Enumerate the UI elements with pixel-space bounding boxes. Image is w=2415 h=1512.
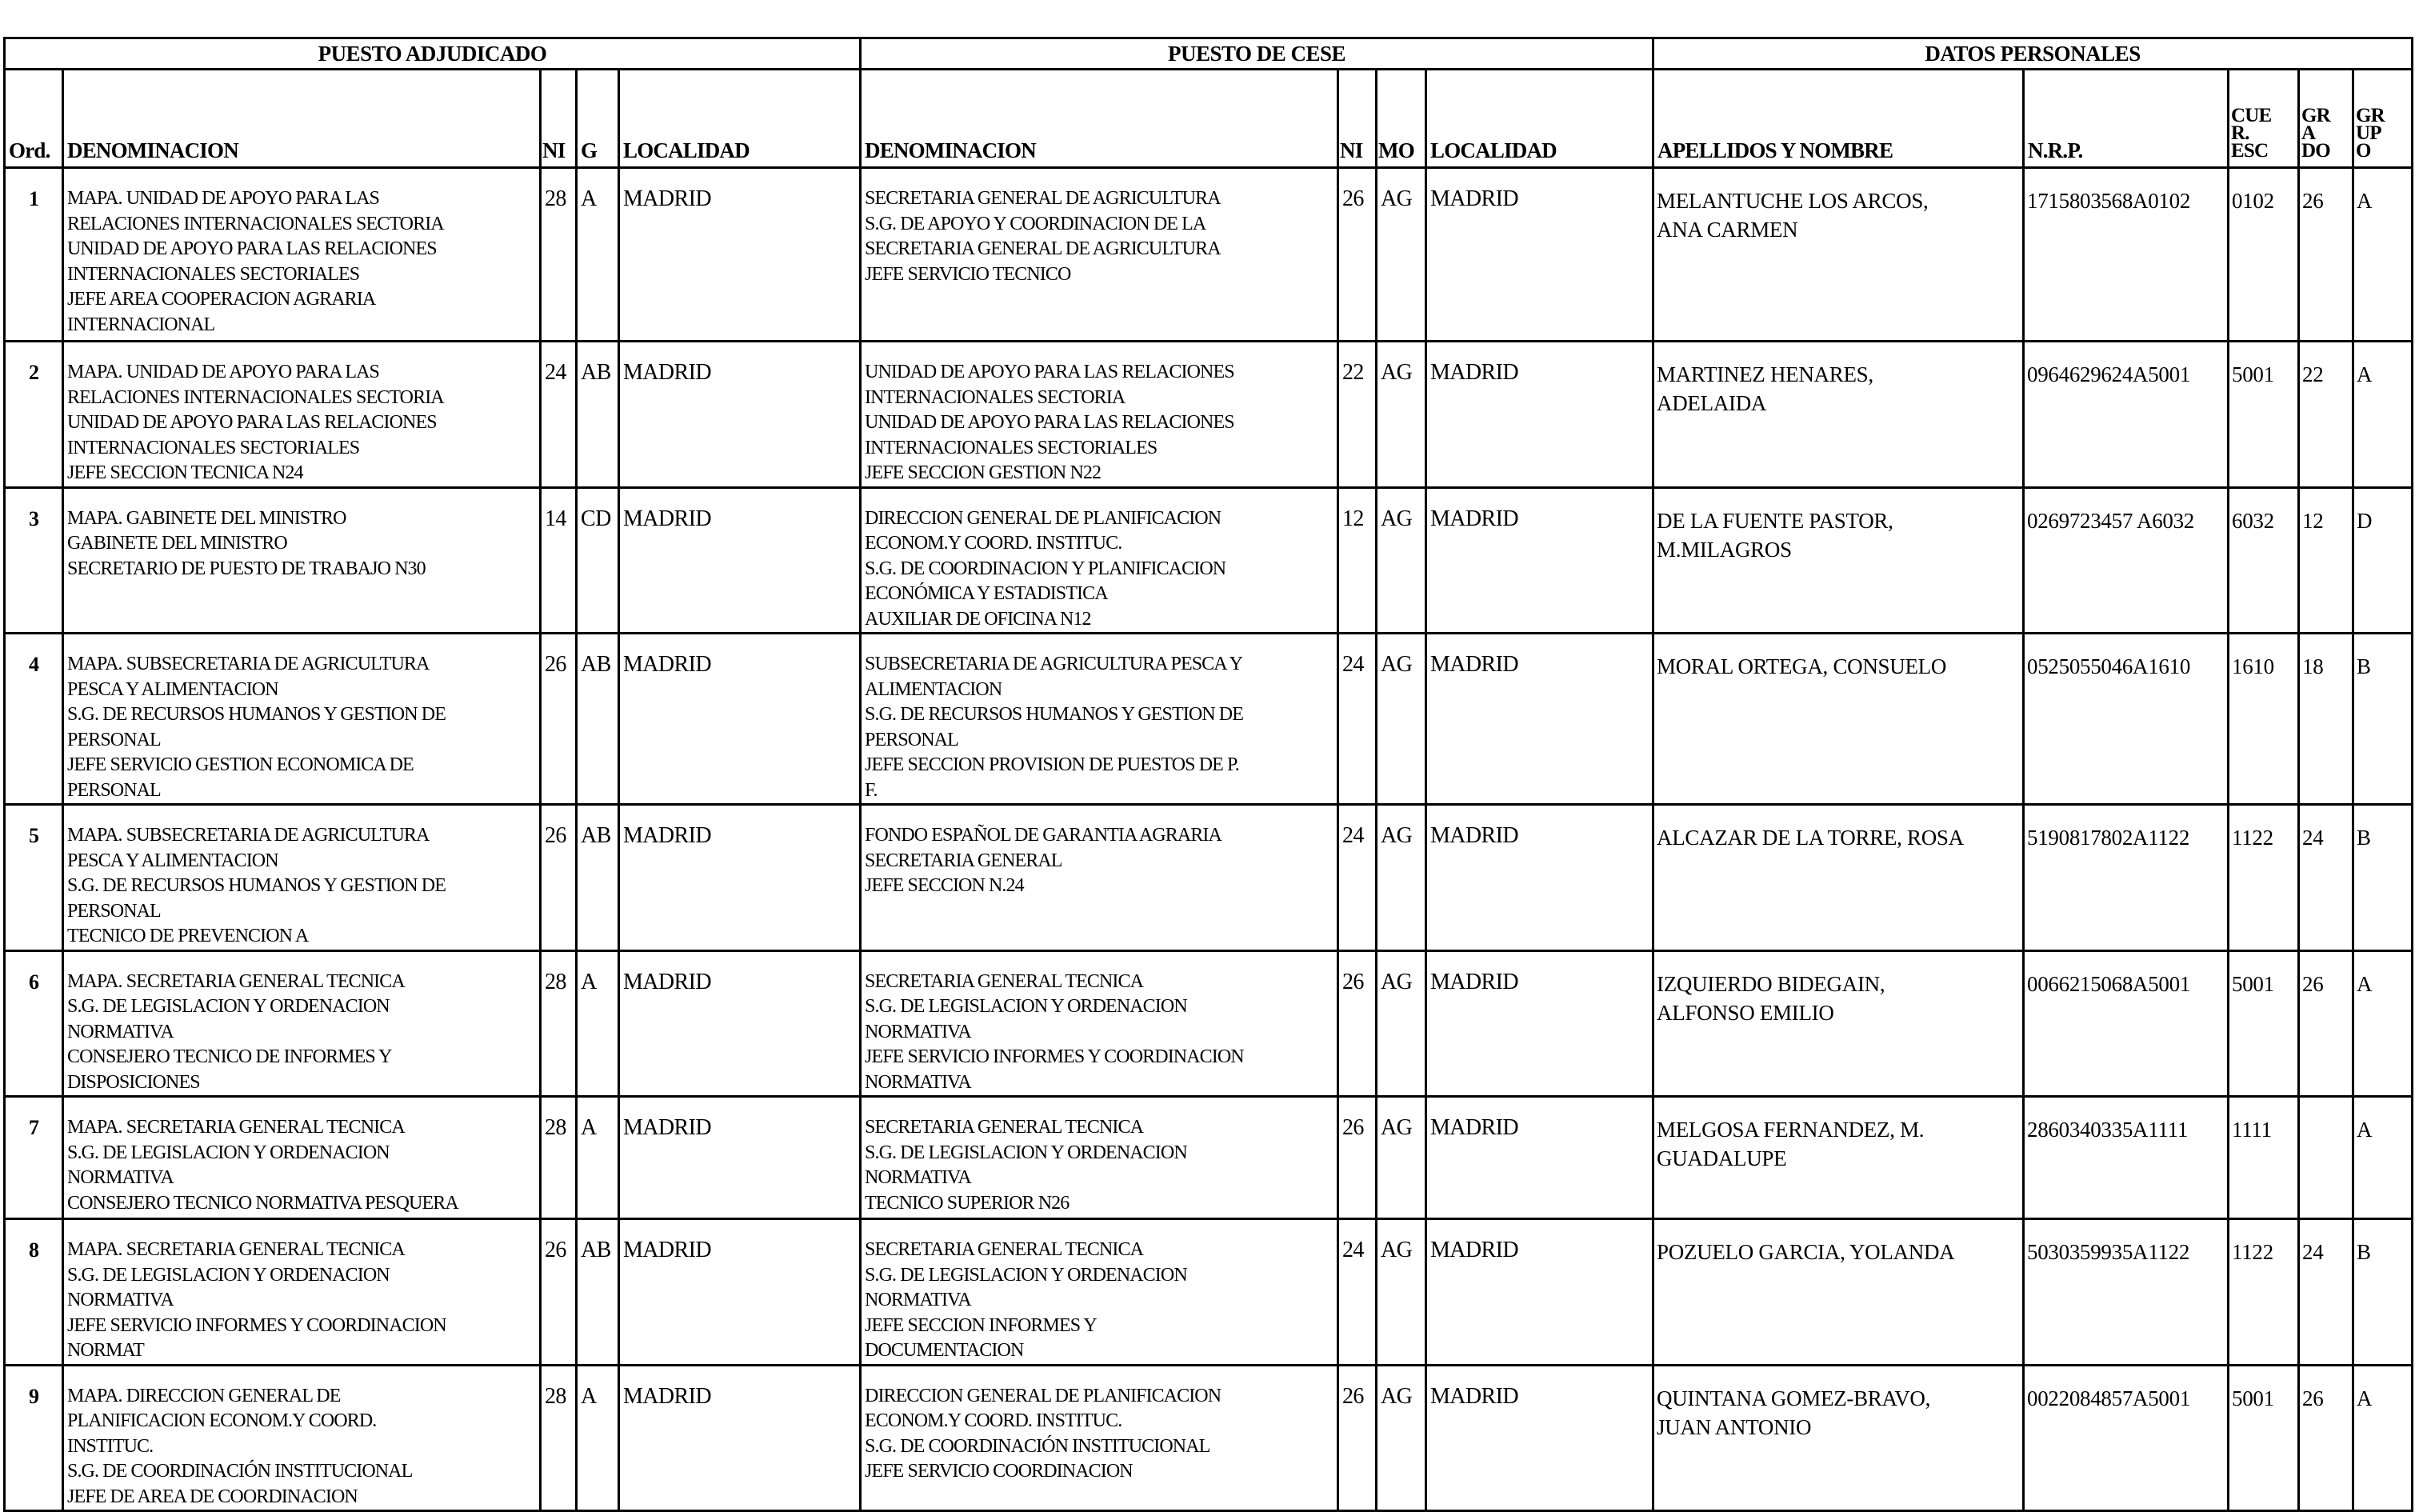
- adj-ni-cell: 26: [541, 634, 577, 805]
- grado-cell: 24: [2299, 805, 2353, 951]
- cese-ni-cell: 24: [1338, 805, 1377, 951]
- col-grado-line: DO: [2301, 140, 2330, 162]
- col-grado: [2299, 70, 2353, 168]
- adj-denominacion-cell-line: S.G. DE LEGISLACION Y ORDENACION: [67, 1142, 390, 1163]
- adj-denominacion-cell-line: DISPOSICIONES: [67, 1071, 200, 1093]
- grado-cell: 12: [2299, 487, 2353, 634]
- nrp-cell: 0964629624A5001: [2024, 342, 2229, 488]
- grupo-cell: A: [2353, 1097, 2413, 1219]
- cese-denominacion-cell-line: INTERNACIONALES SECTORIA: [865, 386, 1126, 408]
- adj-denominacion-cell-line: MAPA. GABINETE DEL MINISTRO: [67, 507, 346, 529]
- cese-mo-cell: AG: [1377, 168, 1426, 342]
- apellidos-nombre-cell-line: GUADALUPE: [1657, 1146, 1787, 1170]
- adj-ni-cell: 26: [541, 1219, 577, 1366]
- grado-cell: 26: [2299, 950, 2353, 1097]
- cese-denominacion-cell-line: SECRETARIA GENERAL DE AGRICULTURA: [865, 188, 1221, 209]
- adj-localidad-cell: MADRID: [619, 634, 861, 805]
- adj-denominacion-cell: [63, 1365, 541, 1511]
- cese-denominacion-cell-line: NORMATIVA: [865, 1167, 971, 1188]
- adj-denominacion-cell-line: JEFE DE AREA DE COORDINACION: [67, 1486, 358, 1507]
- adj-denominacion-cell: [63, 342, 541, 488]
- table-row: [5, 950, 2413, 1097]
- adj-denominacion-cell-line: INTERNACIONALES SECTORIALES: [67, 437, 360, 458]
- table-row: [5, 1365, 2413, 1511]
- cuerpo-cell: 1122: [2229, 805, 2299, 951]
- col-cuerpo-line: ESC: [2231, 140, 2269, 162]
- apellidos-nombre-cell-line: MELGOSA FERNANDEZ, M.: [1657, 1118, 1925, 1142]
- nrp-cell: 0022084857A5001: [2024, 1365, 2229, 1511]
- cese-denominacion-cell-line: SUBSECRETARIA DE AGRICULTURA PESCA Y: [865, 654, 1243, 674]
- col-grado-line: A: [2301, 122, 2316, 144]
- adj-localidad-cell: MADRID: [619, 1219, 861, 1366]
- adj-denominacion-cell-line: PERSONAL: [67, 729, 161, 750]
- cese-denominacion-cell: [861, 487, 1338, 634]
- grupo-cell: B: [2353, 634, 2413, 805]
- cese-denominacion-cell-line: JEFE SECCION INFORMES Y: [865, 1314, 1097, 1336]
- adj-denominacion-cell-line: S.G. DE RECURSOS HUMANOS Y GESTION DE: [67, 875, 446, 896]
- nrp-cell: 1715803568A0102: [2024, 168, 2229, 342]
- adj-localidad-cell: MADRID: [619, 168, 861, 342]
- adj-denominacion-cell-line: PLANIFICACION ECONOM.Y COORD.: [67, 1410, 377, 1431]
- cese-denominacion-cell-line: S.G. DE COORDINACIÓN INSTITUCIONAL: [865, 1435, 1210, 1457]
- cese-denominacion-cell-line: PERSONAL: [865, 729, 958, 750]
- cese-localidad-cell: MADRID: [1426, 1365, 1653, 1511]
- cese-denominacion-cell: [861, 342, 1338, 488]
- cese-denominacion-cell-line: JEFE SERVICIO TECNICO: [865, 263, 1071, 285]
- cese-denominacion-cell: [861, 1365, 1338, 1511]
- apellidos-nombre-cell: [1653, 168, 2024, 342]
- adj-denominacion-cell-line: INTERNACIONALES SECTORIALES: [67, 263, 360, 285]
- apellidos-nombre-cell-line: ALCAZAR DE LA TORRE, ROSA: [1657, 826, 1964, 850]
- adj-denominacion-cell-line: MAPA. SUBSECRETARIA DE AGRICULTURA: [67, 654, 430, 674]
- nrp-cell: 2860340335A1111: [2024, 1097, 2229, 1219]
- cese-localidad-cell: MADRID: [1426, 487, 1653, 634]
- apellidos-nombre-cell-line: DE LA FUENTE PASTOR,: [1657, 508, 1893, 533]
- cese-localidad-cell: MADRID: [1426, 1219, 1653, 1366]
- col-adj-g: G: [577, 70, 619, 168]
- grupo-cell: D: [2353, 487, 2413, 634]
- adjudicacion-table: [3, 37, 2413, 1512]
- adj-denominacion-cell-line: MAPA. UNIDAD DE APOYO PARA LAS: [67, 188, 379, 209]
- ord-cell: 7: [5, 1097, 63, 1219]
- col-ord: Ord.: [5, 70, 63, 168]
- cese-denominacion-cell-line: ALIMENTACION: [865, 678, 1002, 700]
- adj-denominacion-cell: [63, 168, 541, 342]
- cese-denominacion-cell-line: S.G. DE COORDINACION Y PLANIFICACION: [865, 558, 1226, 579]
- cese-denominacion-cell-line: S.G. DE LEGISLACION Y ORDENACION: [865, 996, 1187, 1017]
- apellidos-nombre-cell-line: ALFONSO EMILIO: [1657, 1000, 1834, 1025]
- adj-denominacion-cell-line: GABINETE DEL MINISTRO: [67, 533, 287, 554]
- adj-ni-cell: 28: [541, 950, 577, 1097]
- adj-denominacion-cell: [63, 1219, 541, 1366]
- col-cese-mo: MO: [1377, 70, 1426, 168]
- adj-g-cell: A: [577, 1097, 619, 1219]
- cese-denominacion-cell-line: DIRECCION GENERAL DE PLANIFICACION: [865, 1385, 1221, 1406]
- adj-denominacion-cell-line: S.G. DE COORDINACIÓN INSTITUCIONAL: [67, 1461, 413, 1482]
- adj-g-cell: A: [577, 168, 619, 342]
- cese-denominacion-cell-line: UNIDAD DE APOYO PARA LAS RELACIONES: [865, 412, 1234, 433]
- adj-g-cell: CD: [577, 487, 619, 634]
- grupo-cell: A: [2353, 342, 2413, 488]
- cese-mo-cell: AG: [1377, 342, 1426, 488]
- adj-denominacion-cell-line: MAPA. UNIDAD DE APOYO PARA LAS: [67, 362, 379, 382]
- table-row: [5, 168, 2413, 342]
- group-header-cese: PUESTO DE CESE: [861, 38, 1653, 70]
- col-cuerpo-line: CUE: [2231, 105, 2272, 126]
- adj-denominacion-cell-line: S.G. DE RECURSOS HUMANOS Y GESTION DE: [67, 704, 446, 725]
- cese-denominacion-cell: [861, 950, 1338, 1097]
- nrp-cell: 5190817802A1122: [2024, 805, 2229, 951]
- adj-denominacion-cell-line: JEFE SERVICIO INFORMES Y COORDINACION: [67, 1314, 446, 1336]
- adj-ni-cell: 28: [541, 168, 577, 342]
- cese-denominacion-cell-line: NORMATIVA: [865, 1071, 971, 1093]
- cese-denominacion-cell-line: F.: [865, 779, 878, 801]
- adj-denominacion-cell-line: MAPA. SUBSECRETARIA DE AGRICULTURA: [67, 825, 430, 846]
- adj-localidad-cell: MADRID: [619, 805, 861, 951]
- adj-denominacion-cell-line: UNIDAD DE APOYO PARA LAS RELACIONES: [67, 412, 437, 433]
- apellidos-nombre-cell-line: IZQUIERDO BIDEGAIN,: [1657, 971, 1885, 996]
- adj-denominacion-cell-line: JEFE SERVICIO GESTION ECONOMICA DE: [67, 754, 414, 775]
- cese-denominacion-cell-line: SECRETARIA GENERAL TECNICA: [865, 970, 1144, 992]
- adj-denominacion-cell-line: NORMAT: [67, 1340, 144, 1361]
- cese-mo-cell: AG: [1377, 1365, 1426, 1511]
- cuerpo-cell: 6032: [2229, 487, 2299, 634]
- cese-denominacion-cell-line: JEFE SECCION N.24: [865, 875, 1024, 896]
- group-header-adjudicado: PUESTO ADJUDICADO: [5, 38, 861, 70]
- cese-denominacion-cell-line: DIRECCION GENERAL DE PLANIFICACION: [865, 507, 1221, 529]
- apellidos-nombre-cell: [1653, 634, 2024, 805]
- adj-g-cell: A: [577, 1365, 619, 1511]
- adj-denominacion-cell-line: TECNICO DE PREVENCION A: [67, 926, 309, 946]
- cese-ni-cell: 24: [1338, 634, 1377, 805]
- cuerpo-cell: 5001: [2229, 1365, 2299, 1511]
- cese-ni-cell: 26: [1338, 168, 1377, 342]
- adj-ni-cell: 24: [541, 342, 577, 488]
- col-apellidos-nombre: APELLIDOS Y NOMBRE: [1653, 70, 2024, 168]
- cese-denominacion-cell-line: SECRETARIA GENERAL TECNICA: [865, 1117, 1144, 1138]
- adj-denominacion-cell: [63, 634, 541, 805]
- cese-localidad-cell: MADRID: [1426, 634, 1653, 805]
- adj-g-cell: AB: [577, 1219, 619, 1366]
- apellidos-nombre-cell-line: M.MILAGROS: [1657, 537, 1792, 562]
- grupo-cell: B: [2353, 1219, 2413, 1366]
- cese-denominacion-cell-line: JEFE SECCION PROVISION DE PUESTOS DE P.: [865, 754, 1239, 775]
- cese-denominacion-cell-line: TECNICO SUPERIOR N26: [865, 1192, 1070, 1214]
- adj-denominacion-cell-line: CONSEJERO TECNICO NORMATIVA PESQUERA: [67, 1192, 458, 1214]
- adj-denominacion-cell-line: RELACIONES INTERNACIONALES SECTORIA: [67, 386, 444, 408]
- apellidos-nombre-cell: [1653, 487, 2024, 634]
- adj-localidad-cell: MADRID: [619, 950, 861, 1097]
- col-grupo: [2353, 70, 2413, 168]
- cuerpo-cell: 1610: [2229, 634, 2299, 805]
- cese-denominacion-cell-line: SECRETARIA GENERAL DE AGRICULTURA: [865, 238, 1221, 259]
- table-row: [5, 1219, 2413, 1366]
- ord-cell: 3: [5, 487, 63, 634]
- adj-ni-cell: 28: [541, 1097, 577, 1219]
- apellidos-nombre-cell: [1653, 1219, 2024, 1366]
- nrp-cell: 0066215068A5001: [2024, 950, 2229, 1097]
- cese-denominacion-cell-line: ECONÓMICA Y ESTADISTICA: [865, 583, 1108, 604]
- col-cese-denominacion: DENOMINACION: [861, 70, 1338, 168]
- ord-cell: 4: [5, 634, 63, 805]
- grupo-cell: A: [2353, 950, 2413, 1097]
- cese-denominacion-cell-line: JEFE SERVICIO COORDINACION: [865, 1461, 1133, 1482]
- cese-ni-cell: 12: [1338, 487, 1377, 634]
- adj-denominacion-cell-line: MAPA. SECRETARIA GENERAL TECNICA: [67, 970, 405, 992]
- cese-localidad-cell: MADRID: [1426, 805, 1653, 951]
- adj-denominacion-cell-line: INSTITUC.: [67, 1435, 154, 1457]
- adj-denominacion-cell-line: SECRETARIO DE PUESTO DE TRABAJO N30: [67, 558, 426, 579]
- group-header-row: [5, 38, 2413, 70]
- col-adj-denominacion: DENOMINACION: [63, 70, 541, 168]
- grado-cell: 24: [2299, 1219, 2353, 1366]
- cese-denominacion-cell-line: JEFE SECCION GESTION N22: [865, 462, 1102, 483]
- adj-denominacion-cell-line: NORMATIVA: [67, 1021, 174, 1042]
- adj-localidad-cell: MADRID: [619, 1365, 861, 1511]
- cuerpo-cell: 0102: [2229, 168, 2299, 342]
- cese-denominacion-cell-line: SECRETARIA GENERAL: [865, 850, 1062, 871]
- apellidos-nombre-cell-line: MORAL ORTEGA, CONSUELO: [1657, 654, 1947, 678]
- cese-mo-cell: AG: [1377, 950, 1426, 1097]
- cese-denominacion-cell-line: ECONOM.Y COORD. INSTITUC.: [865, 533, 1122, 554]
- ord-cell: 5: [5, 805, 63, 951]
- col-cuerpo: [2229, 70, 2299, 168]
- cese-localidad-cell: MADRID: [1426, 1097, 1653, 1219]
- cese-mo-cell: AG: [1377, 1219, 1426, 1366]
- cese-denominacion-cell-line: S.G. DE LEGISLACION Y ORDENACION: [865, 1264, 1187, 1286]
- cese-denominacion-cell-line: S.G. DE LEGISLACION Y ORDENACION: [865, 1142, 1187, 1163]
- cese-denominacion-cell-line: ECONOM.Y COORD. INSTITUC.: [865, 1410, 1122, 1431]
- adj-denominacion-cell: [63, 805, 541, 951]
- col-adj-localidad: LOCALIDAD: [619, 70, 861, 168]
- cese-ni-cell: 22: [1338, 342, 1377, 488]
- cese-denominacion-cell-line: JEFE SERVICIO INFORMES Y COORDINACION: [865, 1046, 1244, 1067]
- adj-ni-cell: 28: [541, 1365, 577, 1511]
- col-grupo-line: GR: [2356, 105, 2385, 126]
- cuerpo-cell: 5001: [2229, 950, 2299, 1097]
- col-cese-ni: NI: [1338, 70, 1377, 168]
- apellidos-nombre-cell: [1653, 950, 2024, 1097]
- cese-denominacion-cell-line: S.G. DE RECURSOS HUMANOS Y GESTION DE: [865, 704, 1243, 725]
- cese-denominacion-cell-line: SECRETARIA GENERAL TECNICA: [865, 1239, 1144, 1260]
- group-header-personales: DATOS PERSONALES: [1653, 38, 2413, 70]
- cese-denominacion-cell: [861, 1219, 1338, 1366]
- col-grupo-line: O: [2356, 140, 2371, 162]
- table-row: [5, 805, 2413, 951]
- col-grado-line: GR: [2301, 105, 2330, 126]
- grupo-cell: B: [2353, 805, 2413, 951]
- ord-cell: 1: [5, 168, 63, 342]
- cese-denominacion-cell: [861, 168, 1338, 342]
- adj-ni-cell: 26: [541, 805, 577, 951]
- adj-localidad-cell: MADRID: [619, 487, 861, 634]
- adj-denominacion-cell-line: PERSONAL: [67, 900, 161, 922]
- table-row: [5, 487, 2413, 634]
- cese-denominacion-cell-line: DOCUMENTACION: [865, 1340, 1024, 1361]
- adj-denominacion-cell-line: PESCA Y ALIMENTACION: [67, 678, 278, 700]
- apellidos-nombre-cell-line: MARTINEZ HENARES,: [1657, 362, 1873, 386]
- cuerpo-cell: 1122: [2229, 1219, 2299, 1366]
- adj-denominacion-cell-line: MAPA. DIRECCION GENERAL DE: [67, 1385, 341, 1406]
- cese-denominacion-cell: [861, 1097, 1338, 1219]
- grupo-cell: A: [2353, 168, 2413, 342]
- cese-localidad-cell: MADRID: [1426, 342, 1653, 488]
- cuerpo-cell: 5001: [2229, 342, 2299, 488]
- apellidos-nombre-cell-line: ANA CARMEN: [1657, 218, 1798, 242]
- grado-cell: 22: [2299, 342, 2353, 488]
- cese-denominacion-cell-line: FONDO ESPAÑOL DE GARANTIA AGRARIA: [865, 825, 1221, 846]
- cese-ni-cell: 26: [1338, 1097, 1377, 1219]
- table-row: [5, 342, 2413, 488]
- cese-localidad-cell: MADRID: [1426, 950, 1653, 1097]
- apellidos-nombre-cell: [1653, 805, 2024, 951]
- adj-denominacion-cell-line: INTERNACIONAL: [67, 314, 215, 335]
- ord-cell: 9: [5, 1365, 63, 1511]
- apellidos-nombre-cell-line: QUINTANA GOMEZ-BRAVO,: [1657, 1386, 1931, 1410]
- cese-denominacion-cell-line: NORMATIVA: [865, 1021, 971, 1042]
- adj-denominacion-cell-line: NORMATIVA: [67, 1290, 174, 1310]
- adj-denominacion-cell-line: S.G. DE LEGISLACION Y ORDENACION: [67, 1264, 390, 1286]
- cese-denominacion-cell: [861, 805, 1338, 951]
- adj-g-cell: AB: [577, 634, 619, 805]
- cese-ni-cell: 26: [1338, 1365, 1377, 1511]
- adj-denominacion-cell-line: RELACIONES INTERNACIONALES SECTORIA: [67, 213, 444, 234]
- cese-ni-cell: 24: [1338, 1219, 1377, 1366]
- col-nrp: N.R.P.: [2024, 70, 2229, 168]
- adj-denominacion-cell: [63, 950, 541, 1097]
- grupo-cell: A: [2353, 1365, 2413, 1511]
- grado-cell: 18: [2299, 634, 2353, 805]
- cese-denominacion-cell-line: NORMATIVA: [865, 1290, 971, 1310]
- cese-mo-cell: AG: [1377, 634, 1426, 805]
- ord-cell: 8: [5, 1219, 63, 1366]
- apellidos-nombre-cell: [1653, 342, 2024, 488]
- col-grupo-line: UP: [2356, 122, 2381, 144]
- ord-cell: 6: [5, 950, 63, 1097]
- grado-cell: [2299, 1097, 2353, 1219]
- cese-mo-cell: AG: [1377, 805, 1426, 951]
- apellidos-nombre-cell: [1653, 1097, 2024, 1219]
- nrp-cell: 0269723457 A6032: [2024, 487, 2229, 634]
- cese-denominacion-cell: [861, 634, 1338, 805]
- adj-denominacion-cell-line: S.G. DE LEGISLACION Y ORDENACION: [67, 996, 390, 1017]
- adj-localidad-cell: MADRID: [619, 1097, 861, 1219]
- col-cese-localidad: LOCALIDAD: [1426, 70, 1653, 168]
- table-row: [5, 634, 2413, 805]
- cese-localidad-cell: MADRID: [1426, 168, 1653, 342]
- apellidos-nombre-cell-line: MELANTUCHE LOS ARCOS,: [1657, 189, 1929, 213]
- apellidos-nombre-cell-line: JUAN ANTONIO: [1657, 1414, 1812, 1439]
- cese-denominacion-cell-line: UNIDAD DE APOYO PARA LAS RELACIONES: [865, 362, 1234, 382]
- col-adj-ni: NI: [541, 70, 577, 168]
- adj-denominacion-cell: [63, 1097, 541, 1219]
- adj-g-cell: AB: [577, 805, 619, 951]
- adj-denominacion-cell-line: MAPA. SECRETARIA GENERAL TECNICA: [67, 1117, 405, 1138]
- adj-denominacion-cell-line: CONSEJERO TECNICO DE INFORMES Y: [67, 1046, 392, 1067]
- adj-denominacion-cell-line: NORMATIVA: [67, 1167, 174, 1188]
- grado-cell: 26: [2299, 168, 2353, 342]
- adj-g-cell: AB: [577, 342, 619, 488]
- cese-denominacion-cell-line: S.G. DE APOYO Y COORDINACION DE LA: [865, 213, 1206, 234]
- cese-denominacion-cell-line: INTERNACIONALES SECTORIALES: [865, 437, 1158, 458]
- apellidos-nombre-cell: [1653, 1365, 2024, 1511]
- adj-ni-cell: 14: [541, 487, 577, 634]
- apellidos-nombre-cell-line: POZUELO GARCIA, YOLANDA: [1657, 1240, 1955, 1264]
- adj-g-cell: A: [577, 950, 619, 1097]
- column-header-row: [5, 70, 2413, 168]
- adj-denominacion-cell-line: UNIDAD DE APOYO PARA LAS RELACIONES: [67, 238, 437, 259]
- cese-denominacion-cell-line: AUXILIAR DE OFICINA N12: [865, 608, 1091, 630]
- grado-cell: 26: [2299, 1365, 2353, 1511]
- adj-denominacion-cell-line: PERSONAL: [67, 779, 161, 801]
- adj-denominacion-cell-line: JEFE SECCION TECNICA N24: [67, 462, 303, 483]
- col-cuerpo-line: R.: [2231, 122, 2249, 144]
- adj-denominacion-cell-line: MAPA. SECRETARIA GENERAL TECNICA: [67, 1239, 405, 1260]
- adj-denominacion-cell-line: JEFE AREA COOPERACION AGRARIA: [67, 289, 376, 310]
- adj-denominacion-cell: [63, 487, 541, 634]
- adj-localidad-cell: MADRID: [619, 342, 861, 488]
- cuerpo-cell: 1111: [2229, 1097, 2299, 1219]
- nrp-cell: 5030359935A1122: [2024, 1219, 2229, 1366]
- nrp-cell: 0525055046A1610: [2024, 634, 2229, 805]
- cese-mo-cell: AG: [1377, 487, 1426, 634]
- cese-ni-cell: 26: [1338, 950, 1377, 1097]
- apellidos-nombre-cell-line: ADELAIDA: [1657, 391, 1767, 415]
- adj-denominacion-cell-line: PESCA Y ALIMENTACION: [67, 850, 278, 871]
- ord-cell: 2: [5, 342, 63, 488]
- table-row: [5, 1097, 2413, 1219]
- cese-mo-cell: AG: [1377, 1097, 1426, 1219]
